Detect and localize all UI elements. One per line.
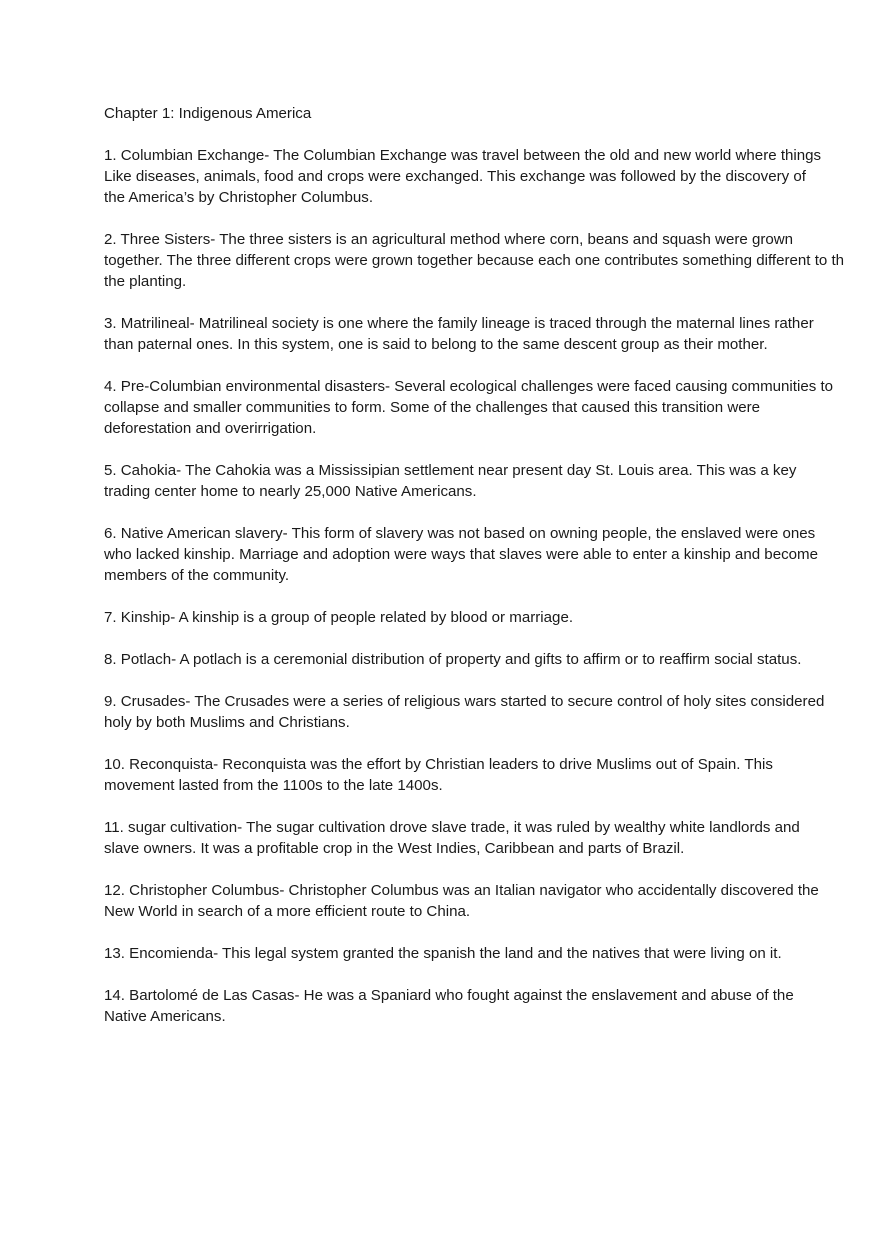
entry-line: deforestation and overirrigation. xyxy=(104,420,317,437)
entry-line: the America’s by Christopher Columbus. xyxy=(104,189,374,206)
entry-line: who lacked kinship. Marriage and adoption were ways that slaves were able to enter a kinship and become xyxy=(104,546,819,563)
entry-7 xyxy=(104,607,880,628)
chapter-title: Chapter 1: Indigenous America xyxy=(104,105,312,122)
entry-line: Like diseases, animals, food and crops were exchanged. This exchange was followed by the discovery of xyxy=(104,168,806,185)
entry-line: collapse and smaller communities to form. Some of the challenges that caused this transition were xyxy=(104,399,761,416)
entry-10 xyxy=(104,754,880,796)
entry-line: Native Americans. xyxy=(104,1008,226,1025)
entry-4 xyxy=(104,376,880,439)
entry-line: New World in search of a more efficient route to China. xyxy=(104,903,471,920)
entry-line: 4. Pre-Columbian environmental disasters- Several ecological challenges were faced causing communities to xyxy=(104,378,834,395)
entry-line: 2. Three Sisters- The three sisters is an agricultural method where corn, beans and squash were grown xyxy=(104,231,794,248)
entry-line: 10. Reconquista- Reconquista was the effort by Christian leaders to drive Muslims out of Spain. This xyxy=(104,756,773,773)
entry-5 xyxy=(104,460,880,502)
entry-line: holy by both Muslims and Christians. xyxy=(104,714,350,731)
entry-line: 6. Native American slavery- This form of slavery was not based on owning people, the enslaved were ones xyxy=(104,525,816,542)
entry-line: 3. Matrilineal- Matrilineal society is one where the family lineage is traced through the maternal lines rather xyxy=(104,315,814,332)
entry-2 xyxy=(104,229,880,292)
entry-line: 5. Cahokia- The Cahokia was a Mississipian settlement near present day St. Louis area. This was a key xyxy=(104,462,797,479)
entry-line: 1. Columbian Exchange- The Columbian Exchange was travel between the old and new world where things xyxy=(104,147,822,164)
entry-line: 14. Bartolomé de Las Casas- He was a Spaniard who fought against the enslavement and abuse of the xyxy=(104,987,794,1004)
entry-line: 7. Kinship- A kinship is a group of people related by blood or marriage. xyxy=(104,609,574,626)
entry-line: members of the community. xyxy=(104,567,290,584)
entry-line: 12. Christopher Columbus- Christopher Columbus was an Italian navigator who accidentally discovered the xyxy=(104,882,819,899)
document-page xyxy=(104,103,880,1048)
entry-1 xyxy=(104,145,880,208)
entry-3 xyxy=(104,313,880,355)
entry-line: 11. sugar cultivation- The sugar cultivation drove slave trade, it was ruled by wealthy white landlords and xyxy=(104,819,800,836)
entry-14 xyxy=(104,985,880,1027)
entry-line: slave owners. It was a profitable crop in the West Indies, Caribbean and parts of Brazil. xyxy=(104,840,685,857)
entry-line: than paternal ones. In this system, one is said to belong to the same descent group as their mother. xyxy=(104,336,768,353)
entry-12 xyxy=(104,880,880,922)
entry-6 xyxy=(104,523,880,586)
entry-line: 8. Potlach- A potlach is a ceremonial distribution of property and gifts to affirm or to reaffirm social status. xyxy=(104,651,802,668)
entry-line: 9. Crusades- The Crusades were a series of religious wars started to secure control of holy sites considered xyxy=(104,693,825,710)
entry-13 xyxy=(104,943,880,964)
entry-line: the planting. xyxy=(104,273,187,290)
entry-8 xyxy=(104,649,880,670)
entry-line: trading center home to nearly 25,000 Native Americans. xyxy=(104,483,477,500)
entry-line: movement lasted from the 1100s to the late 1400s. xyxy=(104,777,443,794)
entry-9 xyxy=(104,691,880,733)
entry-line: together. The three different crops were grown together because each one contributes something different to th xyxy=(104,252,845,269)
entry-line: 13. Encomienda- This legal system granted the spanish the land and the natives that were living on it. xyxy=(104,945,782,962)
entry-11 xyxy=(104,817,880,859)
